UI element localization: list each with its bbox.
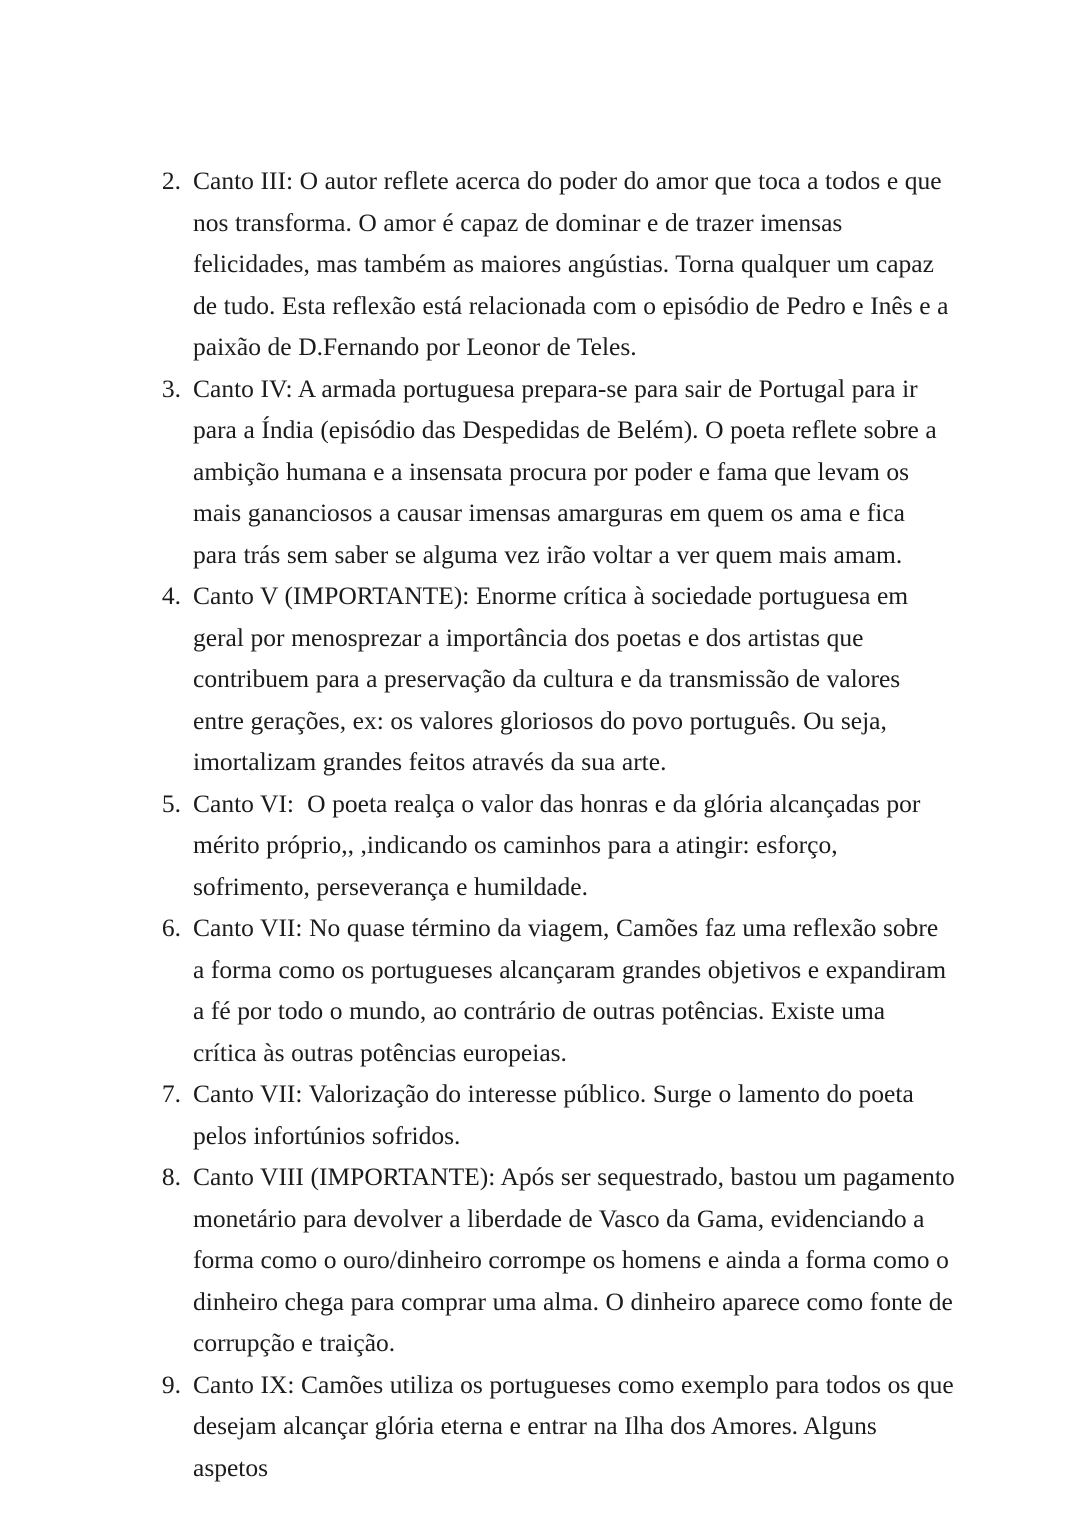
- list-item-text: Canto VIII (IMPORTANTE): Após ser sequestrado, bastou um pagamento monetário para devolver a liberdade de Vasco da Gama, evidenciando a forma como o ouro/dinheiro corrompe os homens e ainda a forma como o dinheiro chega para comprar uma alma. O dinheiro aparece como fonte de corrupção e traição.: [193, 1162, 962, 1357]
- list-item: [155, 1364, 961, 1489]
- document-body: [155, 160, 962, 1488]
- list-item-marker: 9.: [161, 1369, 181, 1399]
- list-item-marker: 5.: [161, 788, 181, 818]
- list-item-text: Canto VI: O poeta realça o valor das honras e da glória alcançadas por mérito próprio,, ,indicando os caminhos para a atingir: esforço, sofrimento, perseverança e humildade.: [193, 788, 927, 901]
- list-item: [155, 160, 955, 368]
- list-item-marker: 8.: [161, 1162, 181, 1191]
- list-item-marker: 7.: [161, 1079, 181, 1108]
- list-item: [155, 783, 955, 908]
- list-item-text: Canto VII: Valorização do interesse público. Surge o lamento do poeta pelos infortúnios sofridos.: [193, 1079, 921, 1150]
- list-item: [155, 368, 955, 576]
- list-item-text: Canto IX: Camões utiliza os portugueses como exemplo para todos os que desejam alcançar glória eterna e entrar na Ilha dos Amores. Alguns aspetos: [193, 1369, 961, 1482]
- list-item-marker: 6.: [161, 913, 181, 942]
- list-item-text: Canto III: O autor reflete acerca do poder do amor que toca a todos e que nos transforma. O amor é capaz de dominar e de trazer imensas felicidades, mas também as maiores angústias. Torna qualquer um capaz de tudo. Esta reflexão está relacionada com o episódio de Pedro e Inês e a paixão de D.Fernando por Leonor de Teles.: [193, 166, 956, 361]
- list-item-text: Canto V (IMPORTANTE): Enorme crítica à sociedade portuguesa em geral por menosprezar a importância dos poetas e dos artistas que contribuem para a preservação da cultura e da transmissão de valores entre gerações, ex: os valores gloriosos do povo português. Ou seja, imortalizam grandes feitos através da sua arte.: [193, 581, 915, 776]
- canto-summary-list: [155, 160, 962, 1488]
- list-item: [155, 575, 955, 783]
- list-item: [155, 1156, 962, 1364]
- list-item: [155, 907, 955, 1073]
- list-item-marker: 2.: [161, 166, 181, 195]
- list-item-text: Canto VII: No quase término da viagem, Camões faz uma reflexão sobre a forma como os portugueses alcançaram grandes objetivos e expandiram a fé por todo o mundo, ao contrário de outras potências. Existe uma crítica às outras potências europeias.: [193, 913, 953, 1067]
- list-item-marker: 4.: [161, 581, 181, 610]
- list-item-text: Canto IV: A armada portuguesa prepara-se para sair de Portugal para ir para a Índia (episódio das Despedidas de Belém). O poeta reflete sobre a ambição humana e a insensata procura por poder e fama que levam os mais gananciosos a causar imensas amarguras em quem os ama e fica para trás sem saber se alguma vez irão voltar a ver quem mais amam.: [193, 373, 944, 569]
- list-item: [155, 1073, 955, 1156]
- list-item-marker: 3.: [161, 373, 181, 403]
